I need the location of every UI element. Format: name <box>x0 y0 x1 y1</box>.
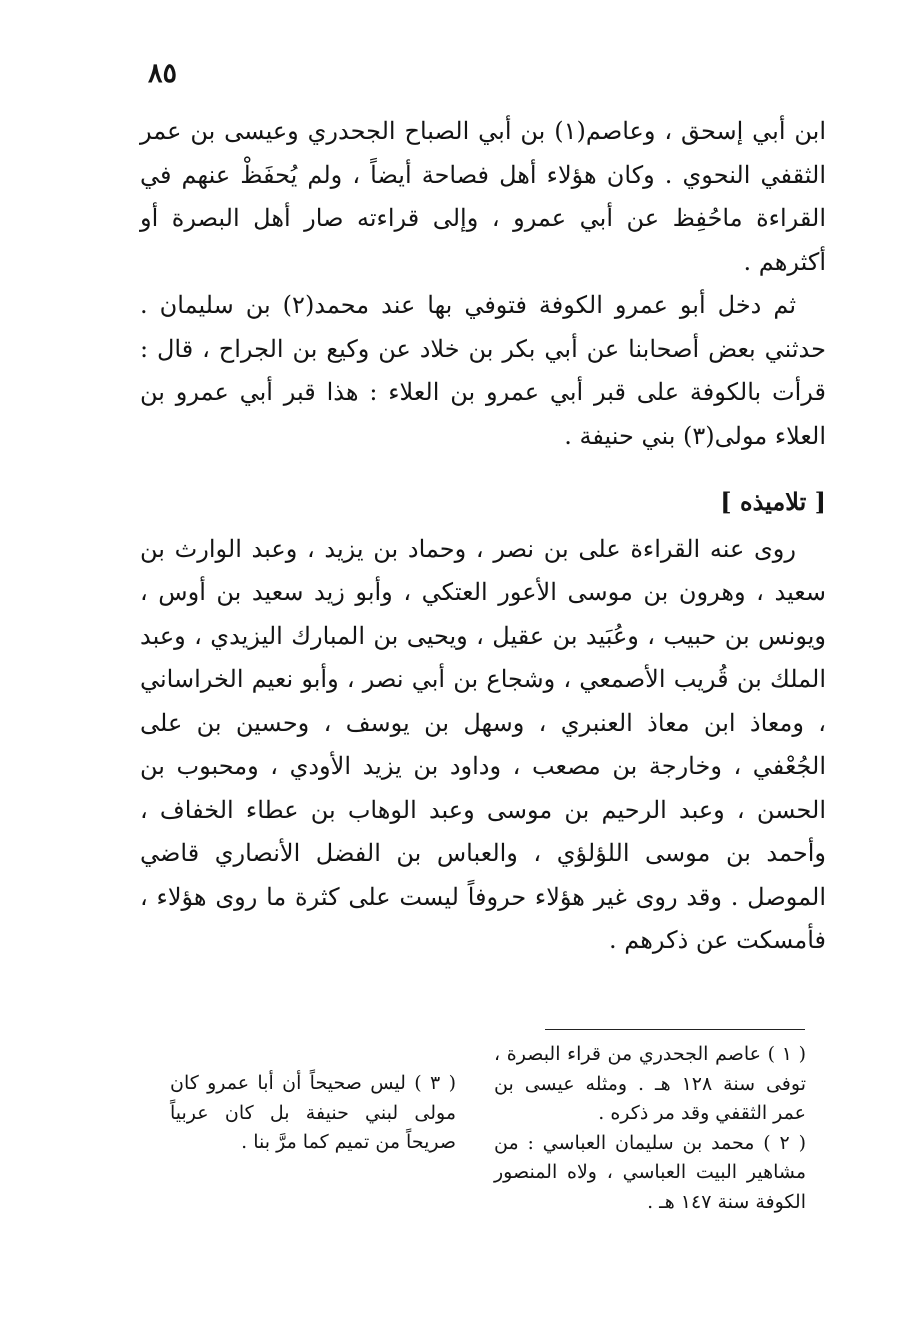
section-heading: [ تلاميذه ] <box>720 487 826 516</box>
footnote-separator <box>545 1029 805 1030</box>
paragraph-1: ابن أبي إسحق ، وعاصم(١) بن أبي الصباح الجحدري وعيسى بن عمر الثقفي النحوي . وكان هؤلاء أهل فصاحة أيضاً ، ولم يُحفَظْ عنهم في القراءة ماحُفِظ عن أبي عمرو ، وإلى قراءته صار أهل البصرة أو أكثرهم . <box>140 117 827 276</box>
footnote-2: ( ٢ ) محمد بن سليمان العباسي : من مشاهير البيت العباسي ، ولاه المنصور الكوفة سنة ١٤٧ هـ . <box>494 1131 806 1213</box>
paragraph-2: ثم دخل أبو عمرو الكوفة فتوفي بها عند محمد(٢) بن سليمان . حدثني بعض أصحابنا عن أبي بكر بن خلاد عن وكيع بن الجراح ، قال : قرأت بالكوفة على قبر أبي عمرو بن العلاء : هذا قبر أبي عمرو بن العلاء مولى(٣) بني حنيفة . <box>140 291 826 450</box>
main-text <box>140 110 826 963</box>
footnote-1: ( ١ ) عاصم الجحدري من قراء البصرة ، توفى سنة ١٢٨ هـ . ومثله عيسى بن عمر الثقفي وقد مر ذكره . <box>494 1043 806 1124</box>
paragraph-3: روى عنه القراءة على بن نصر ، وحماد بن يزيد ، وعبد الوارث بن سعيد ، وهرون بن موسى الأعور العتكي ، وأبو زيد سعيد بن أوس ، ويونس بن حبيب ، وعُبَيد بن عقيل ، ويحيى بن المبارك اليزيدي ، وعبد الملك بن قُريب الأصمعي ، وشجاع بن أبي نصر ، وأبو نعيم الخراساني ، ومعاذ ابن معاذ العنبري ، وسهل بن يوسف ، وحسين بن على الجُعْفي ، وخارجة بن مصعب ، وداود بن يزيد الأودي ، ومحبوب بن الحسن ، وعبد الرحيم بن موسى وعبد الوهاب بن عطاء الخفاف ، وأحمد بن موسى اللؤلؤي ، والعباس بن الفضل الأنصاري قاضي الموصل . وقد روى غير هؤلاء حروفاً ليست على كثرة ما روى هؤلاء ، فأمسكت عن ذكرهم . <box>140 534 826 954</box>
footnote-3: ( ٣ ) ليس صحيحاً أن أبا عمرو كان مولى لبني حنيفة بل كان عربياً صريحاً من تميم كما مرَّ بنا . <box>170 1072 456 1153</box>
page-number: ٨٥ <box>148 58 178 89</box>
footnotes-left-column <box>170 1040 456 1158</box>
footnotes-right-column <box>494 1040 806 1217</box>
